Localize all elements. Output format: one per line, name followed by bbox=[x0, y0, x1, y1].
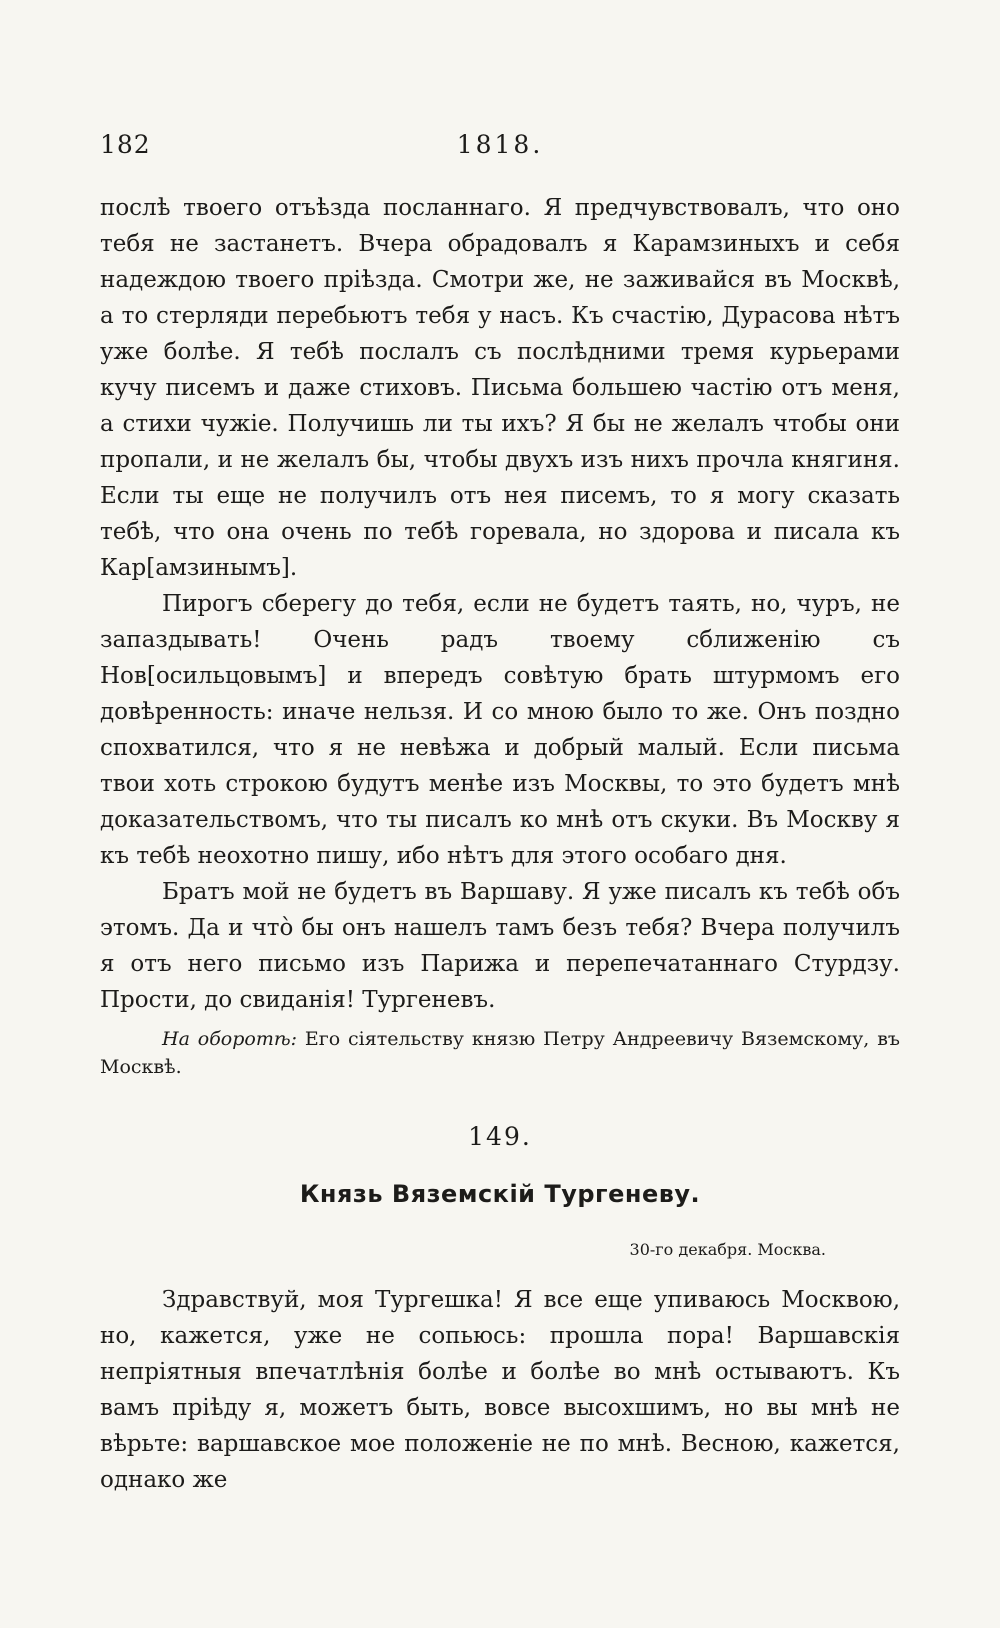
page-number: 182 bbox=[100, 130, 151, 159]
address-text: Его сіятельству князю Петру Андреевичу Вяземскому, въ Москвѣ. bbox=[100, 1028, 900, 1078]
letter-148-body bbox=[100, 190, 900, 1018]
paragraph: Пирогъ сберегу до тебя, если не будетъ таять, но, чуръ, не запаздывать! Очень радъ твоему сближенію съ Нов[осильцовымъ] и впередъ совѣтую брать штурмомъ его довѣренность: иначе нельзя. И со мною было то же. Онъ поздно спохватился, что я не невѣжа и добрый малый. Если письма твои хоть строкою будутъ менѣе изъ Москвы, то это будетъ мнѣ доказательствомъ, что ты писалъ ко мнѣ отъ скуки. Въ Москву я къ тебѣ неохотно пишу, ибо нѣтъ для этого особаго дня. bbox=[100, 591, 900, 869]
address-note bbox=[100, 1025, 900, 1081]
paragraph: послѣ твоего отъѣзда посланнаго. Я предчувствовалъ, что оно тебя не застанетъ. Вчера обрадовалъ я Карамзиныхъ и себя надеждою твоего пріѣзда. Смотри же, не заживайся въ Москвѣ, а то стерляди перебьютъ тебя у насъ. Къ счастію, Дурасова нѣтъ уже болѣе. Я тебѣ послалъ съ послѣдними тремя курьерами кучу писемъ и даже стиховъ. Письма большею частію отъ меня, а стихи чужіе. Получишь ли ты ихъ? Я бы не желалъ чтобы они пропали, и не желалъ бы, чтобы двухъ изъ нихъ прочла княгиня. Если ты еще не получилъ отъ нея писемъ, то я могу сказать тебѣ, что она очень по тебѣ горевала, но здорова и писала къ Кар[амзинымъ]. bbox=[100, 195, 900, 581]
paragraph: Здравствуй, моя Тургешка! Я все еще упиваюсь Москвою, но, кажется, уже не сопьюсь: прошла пора! Варшавскія непріятныя впечатлѣнія болѣе и болѣе во мнѣ остываютъ. Къ вамъ пріѣду я, можетъ быть, вовсе высохшимъ, но вы мнѣ не вѣрьте: варшавское мое положеніе не по мнѣ. Весною, кажется, однако же bbox=[100, 1287, 900, 1493]
letter-number: 149. bbox=[468, 1122, 532, 1151]
letter-149-body bbox=[100, 1282, 900, 1498]
address-label: На оборотѣ: bbox=[162, 1028, 298, 1050]
running-head bbox=[100, 130, 900, 170]
letter-dateline: 30-го декабря. Москва. bbox=[629, 1240, 826, 1259]
running-head-year: 1818. bbox=[456, 130, 544, 159]
paragraph: Братъ мой не будетъ въ Варшаву. Я уже писалъ къ тебѣ объ этомъ. Да и что̀ бы онъ нашелъ тамъ безъ тебя? Вчера получилъ я отъ него письмо изъ Парижа и перепечатаннаго Стурдзу. Прости, до свиданія! Тургеневъ. bbox=[100, 879, 900, 1013]
letter-title: Князь Вяземскій Тургеневу. bbox=[299, 1180, 701, 1208]
